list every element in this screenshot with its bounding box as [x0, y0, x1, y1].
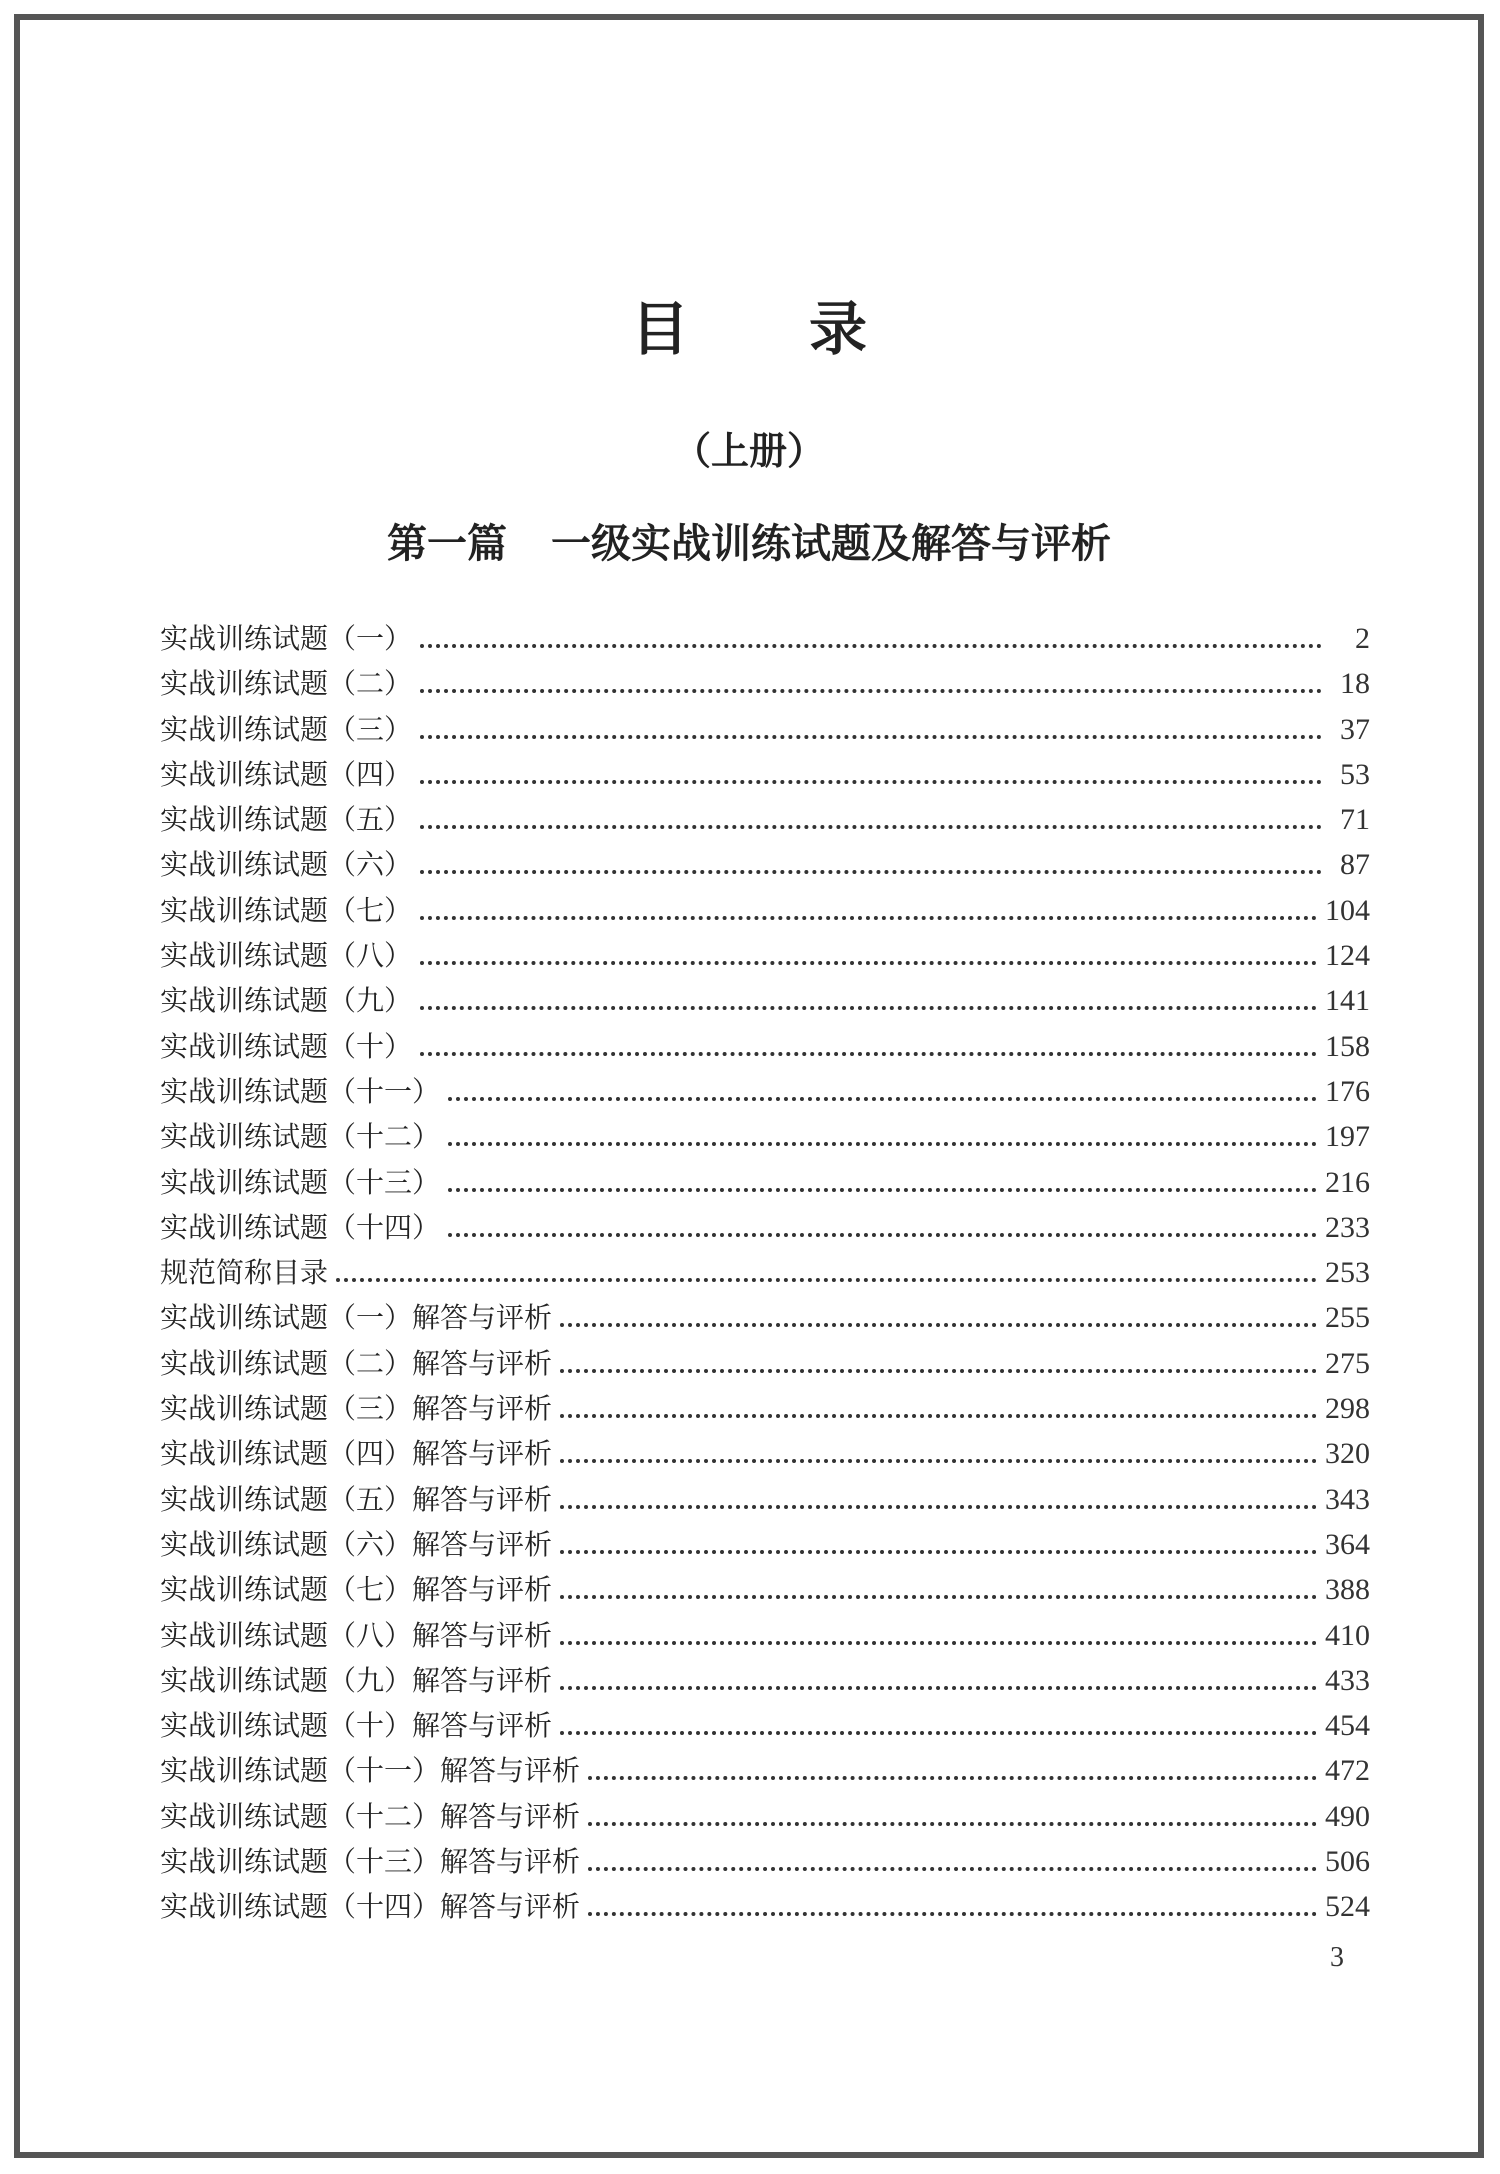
page-number: 3: [1330, 1942, 1344, 1973]
toc-entry-page-number: 454: [1325, 1709, 1370, 1743]
dot-leader: [560, 1686, 1317, 1690]
dot-leader: [420, 870, 1322, 874]
toc-entry[interactable]: [160, 1069, 1370, 1114]
dot-leader: [560, 1369, 1317, 1373]
toc-entry-page-number: 253: [1325, 1256, 1370, 1290]
toc-entry-label: 实战训练试题（十二）解答与评析: [160, 1799, 581, 1833]
toc-entry-page-number: 141: [1325, 984, 1370, 1018]
dot-leader: [420, 916, 1317, 920]
part-title: 一级实战训练试题及解答与评析: [551, 521, 1111, 567]
toc-entry-page-number: 472: [1325, 1754, 1370, 1788]
dot-leader: [420, 735, 1322, 739]
toc-entry-label: 实战训练试题（一）解答与评析: [160, 1301, 553, 1335]
toc-entry[interactable]: [160, 616, 1370, 661]
toc-entry-page-number: 364: [1325, 1527, 1370, 1561]
toc-entry-label: 实战训练试题（九）解答与评析: [160, 1663, 553, 1697]
toc-entry-page-number: 37: [1340, 712, 1370, 746]
toc-entry[interactable]: [160, 752, 1370, 797]
dot-leader: [560, 1414, 1317, 1418]
toc-entry-page-number: 506: [1325, 1845, 1370, 1879]
toc-entry[interactable]: [160, 1522, 1370, 1567]
toc-entry-page-number: 255: [1325, 1301, 1370, 1335]
toc-entry[interactable]: [160, 888, 1370, 933]
dot-leader: [588, 1867, 1317, 1871]
toc-entry-page-number: 216: [1325, 1165, 1370, 1199]
toc-entry[interactable]: [160, 1205, 1370, 1250]
toc-entry-label: 实战训练试题（十三）: [160, 1165, 441, 1199]
dot-leader: [560, 1323, 1317, 1327]
toc-entry[interactable]: [160, 1431, 1370, 1476]
part-heading: [20, 512, 1478, 569]
toc-entry-page-number: 524: [1325, 1890, 1370, 1924]
dot-leader: [420, 825, 1322, 829]
toc-entry-page-number: 197: [1325, 1120, 1370, 1154]
toc-entry[interactable]: [160, 1613, 1370, 1658]
toc-entry[interactable]: [160, 1341, 1370, 1386]
toc-entry-label: 实战训练试题（九）: [160, 984, 413, 1018]
toc-entry[interactable]: [160, 1748, 1370, 1793]
toc-entry-label: 实战训练试题（五）: [160, 803, 413, 837]
toc-entry[interactable]: [160, 1567, 1370, 1612]
toc-entry-label: 实战训练试题（七）: [160, 893, 413, 927]
dot-leader: [588, 1776, 1317, 1780]
toc-entry[interactable]: [160, 933, 1370, 978]
dot-leader: [420, 644, 1322, 648]
toc-entry[interactable]: [160, 661, 1370, 706]
toc-entry-label: 实战训练试题（三）: [160, 712, 413, 746]
toc-entry-page-number: 490: [1325, 1799, 1370, 1833]
toc-entry-label: 实战训练试题（二）: [160, 667, 413, 701]
toc-entry-label: 实战训练试题（四）: [160, 757, 413, 791]
toc-entry[interactable]: [160, 707, 1370, 752]
toc-entry[interactable]: [160, 1160, 1370, 1205]
toc-entry-label: 实战训练试题（四）解答与评析: [160, 1437, 553, 1471]
toc-entry-label: 实战训练试题（三）解答与评析: [160, 1392, 553, 1426]
toc-entry-page-number: 176: [1325, 1074, 1370, 1108]
toc-entry-page-number: 87: [1340, 848, 1370, 882]
dot-leader: [560, 1550, 1317, 1554]
toc-entry[interactable]: [160, 842, 1370, 887]
toc-entry-label: 实战训练试题（七）解答与评析: [160, 1573, 553, 1607]
toc-entry[interactable]: [160, 1703, 1370, 1748]
dot-leader: [420, 780, 1322, 784]
toc-entry-page-number: 410: [1325, 1618, 1370, 1652]
toc-entry[interactable]: [160, 1477, 1370, 1522]
toc-entry[interactable]: [160, 1295, 1370, 1340]
toc-entry-label: 实战训练试题（十一）: [160, 1074, 441, 1108]
toc-entry-label: 规范简称目录: [160, 1256, 329, 1290]
toc-entry-label: 实战训练试题（十一）解答与评析: [160, 1754, 581, 1788]
toc-entry[interactable]: [160, 1884, 1370, 1929]
document-page: [20, 20, 1478, 2152]
toc-entry-label: 实战训练试题（十四）: [160, 1210, 441, 1244]
toc-entry-label: 实战训练试题（一）: [160, 622, 413, 655]
toc-entry-page-number: 18: [1340, 667, 1370, 701]
dot-leader: [560, 1731, 1317, 1735]
toc-entry-page-number: 233: [1325, 1210, 1370, 1244]
dot-leader: [560, 1641, 1317, 1645]
dot-leader: [448, 1188, 1317, 1192]
toc-entry-page-number: 433: [1325, 1663, 1370, 1697]
volume-label: （上册）: [672, 429, 825, 473]
toc-entry-page-number: 124: [1325, 939, 1370, 973]
toc-entry[interactable]: [160, 978, 1370, 1023]
toc-entry-page-number: 320: [1325, 1437, 1370, 1471]
dot-leader: [588, 1912, 1317, 1916]
dot-leader: [420, 1052, 1317, 1056]
toc-entry-page-number: 71: [1340, 803, 1370, 837]
toc-entry-label: 实战训练试题（十）解答与评析: [160, 1709, 553, 1743]
toc-entry-page-number: 343: [1325, 1482, 1370, 1516]
toc-entry-label: 实战训练试题（八）解答与评析: [160, 1618, 553, 1652]
dot-leader: [560, 1505, 1317, 1509]
toc-entry[interactable]: [160, 1114, 1370, 1159]
toc-entry[interactable]: [160, 1386, 1370, 1431]
dot-leader: [448, 1097, 1317, 1101]
toc-entry-page-number: 53: [1340, 757, 1370, 791]
toc-entry-page-number: 298: [1325, 1392, 1370, 1426]
toc-entry-label: 实战训练试题（六）: [160, 848, 413, 882]
toc-entry-label: 实战训练试题（十）: [160, 1029, 413, 1063]
dot-leader: [588, 1822, 1317, 1826]
page-title: 目录: [630, 295, 987, 363]
toc-entry-page-number: 158: [1325, 1029, 1370, 1063]
toc-entry-label: 实战训练试题（十三）解答与评析: [160, 1845, 581, 1879]
toc-entry-label: 实战训练试题（十二）: [160, 1120, 441, 1154]
dot-leader: [420, 961, 1317, 965]
dot-leader: [560, 1459, 1317, 1463]
toc-entry-label: 实战训练试题（八）: [160, 939, 413, 973]
dot-leader: [420, 1006, 1317, 1010]
toc-entry-label: 实战训练试题（六）解答与评析: [160, 1527, 553, 1561]
toc-entry[interactable]: [160, 1794, 1370, 1839]
dot-leader: [420, 689, 1322, 693]
toc-entry-page-number: 104: [1325, 893, 1370, 927]
toc-entry[interactable]: [160, 1839, 1370, 1884]
table-of-contents: [160, 616, 1370, 1930]
toc-entry-label: 实战训练试题（二）解答与评析: [160, 1346, 553, 1380]
dot-leader: [336, 1278, 1317, 1282]
dot-leader: [448, 1233, 1317, 1237]
part-number: 第一篇: [387, 521, 507, 567]
toc-entry-label: 实战训练试题（十四）解答与评析: [160, 1890, 581, 1924]
toc-entry-page-number: 388: [1325, 1573, 1370, 1607]
toc-entry[interactable]: [160, 1024, 1370, 1069]
dot-leader: [560, 1595, 1317, 1599]
toc-entry[interactable]: [160, 1658, 1370, 1703]
toc-entry-page-number: 275: [1325, 1346, 1370, 1380]
toc-entry-label: 实战训练试题（五）解答与评析: [160, 1482, 553, 1516]
page-frame: [14, 14, 1484, 2158]
toc-entry-page-number: 2: [1355, 622, 1370, 655]
toc-entry[interactable]: [160, 797, 1370, 842]
dot-leader: [448, 1142, 1317, 1146]
toc-entry[interactable]: [160, 1250, 1370, 1295]
